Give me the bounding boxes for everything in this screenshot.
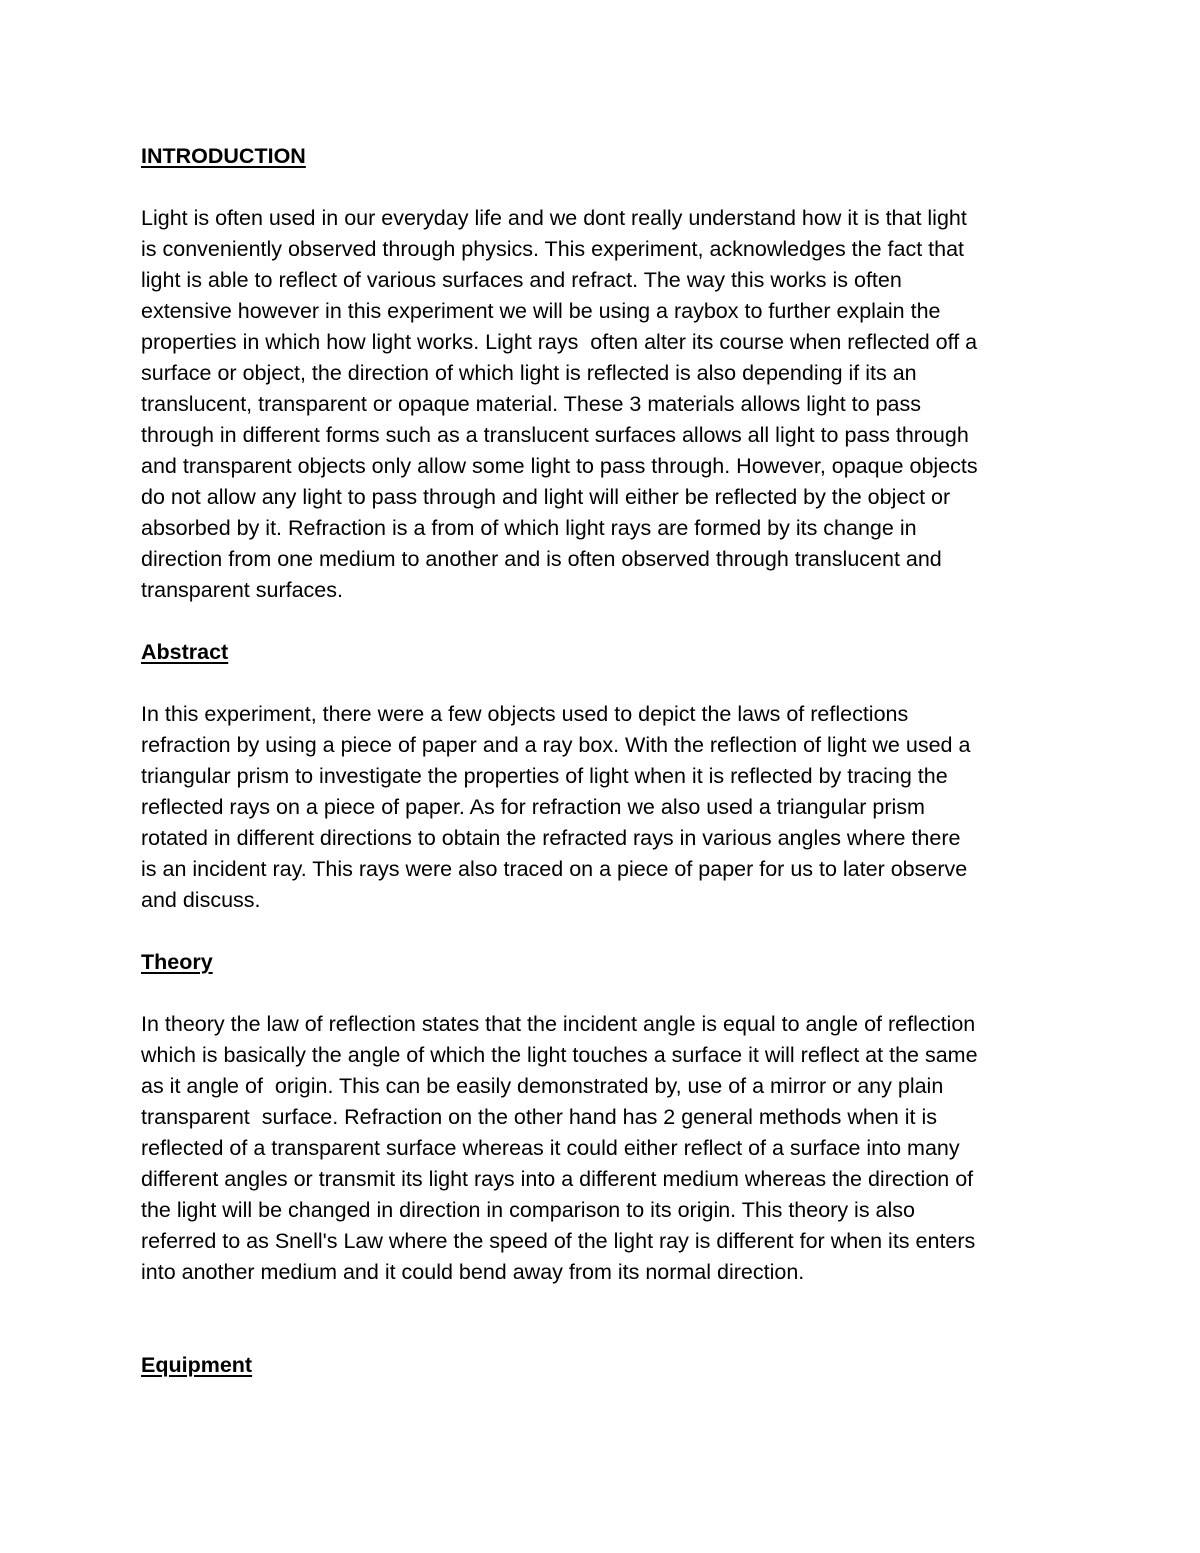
document-page — [141, 141, 1059, 1381]
body-line: triangular prism to investigate the properties of light when it is reflected by tracing the — [141, 764, 948, 788]
body-line: In theory the law of reflection states that the incident angle is equal to angle of reflection — [141, 1012, 976, 1036]
body-line: referred to as Snell's Law where the speed of the light ray is different for when its enters — [141, 1229, 976, 1253]
body-line: into another medium and it could bend away from its normal direction. — [141, 1260, 805, 1284]
body-line: translucent, transparent or opaque material. These 3 materials allows light to pass — [141, 392, 921, 416]
body-line: absorbed by it. Refraction is a from of which light rays are formed by its change in — [141, 516, 917, 540]
body-line: extensive however in this experiment we will be using a raybox to further explain the — [141, 299, 941, 323]
body-line: transparent surface. Refraction on the other hand has 2 general methods when it is — [141, 1105, 937, 1129]
spacer — [141, 606, 1059, 637]
body-line: refraction by using a piece of paper and a ray box. With the reflection of light we used a — [141, 733, 971, 757]
spacer — [141, 1288, 1059, 1350]
body-line: is conveniently observed through physics. This experiment, acknowledges the fact that — [141, 237, 965, 261]
body-line: reflected of a transparent surface whereas it could either reflect of a surface into many — [141, 1136, 960, 1160]
introduction-heading: INTRODUCTION — [141, 144, 306, 168]
spacer — [141, 172, 1059, 203]
theory-body — [141, 1009, 1059, 1288]
body-line: is an incident ray. This rays were also traced on a piece of paper for us to later observe — [141, 857, 968, 881]
body-line: light is able to reflect of various surfaces and refract. The way this works is often — [141, 268, 902, 292]
body-line: direction from one medium to another and is often observed through translucent and — [141, 547, 942, 571]
spacer — [141, 668, 1059, 699]
abstract-heading: Abstract — [141, 640, 229, 664]
body-line: as it angle of origin. This can be easily demonstrated by, use of a mirror or any plain — [141, 1074, 944, 1098]
body-line: properties in which how light works. Light rays often alter its course when reflected off a — [141, 330, 978, 354]
body-line: and transparent objects only allow some light to pass through. However, opaque objects — [141, 454, 978, 478]
abstract-body — [141, 699, 1059, 916]
equipment-heading: Equipment — [141, 1353, 253, 1377]
spacer — [141, 916, 1059, 947]
body-line: transparent surfaces. — [141, 578, 343, 602]
introduction-body — [141, 203, 1059, 606]
body-line: surface or object, the direction of which light is reflected is also depending if its an — [141, 361, 917, 385]
body-line: In this experiment, there were a few objects used to depict the laws of reflections — [141, 702, 909, 726]
spacer — [141, 978, 1059, 1009]
body-line: the light will be changed in direction in comparison to its origin. This theory is also — [141, 1198, 915, 1222]
body-line: and discuss. — [141, 888, 261, 912]
body-line: Light is often used in our everyday life and we dont really understand how it is that light — [141, 206, 967, 230]
theory-heading: Theory — [141, 950, 213, 974]
body-line: different angles or transmit its light rays into a different medium whereas the direction of — [141, 1167, 974, 1191]
body-line: reflected rays on a piece of paper. As for refraction we also used a triangular prism — [141, 795, 925, 819]
body-line: do not allow any light to pass through and light will either be reflected by the object or — [141, 485, 951, 509]
body-line: rotated in different directions to obtain the refracted rays in various angles where there — [141, 826, 961, 850]
body-line: which is basically the angle of which the light touches a surface it will reflect at the same — [141, 1043, 978, 1067]
body-line: through in different forms such as a translucent surfaces allows all light to pass through — [141, 423, 969, 447]
